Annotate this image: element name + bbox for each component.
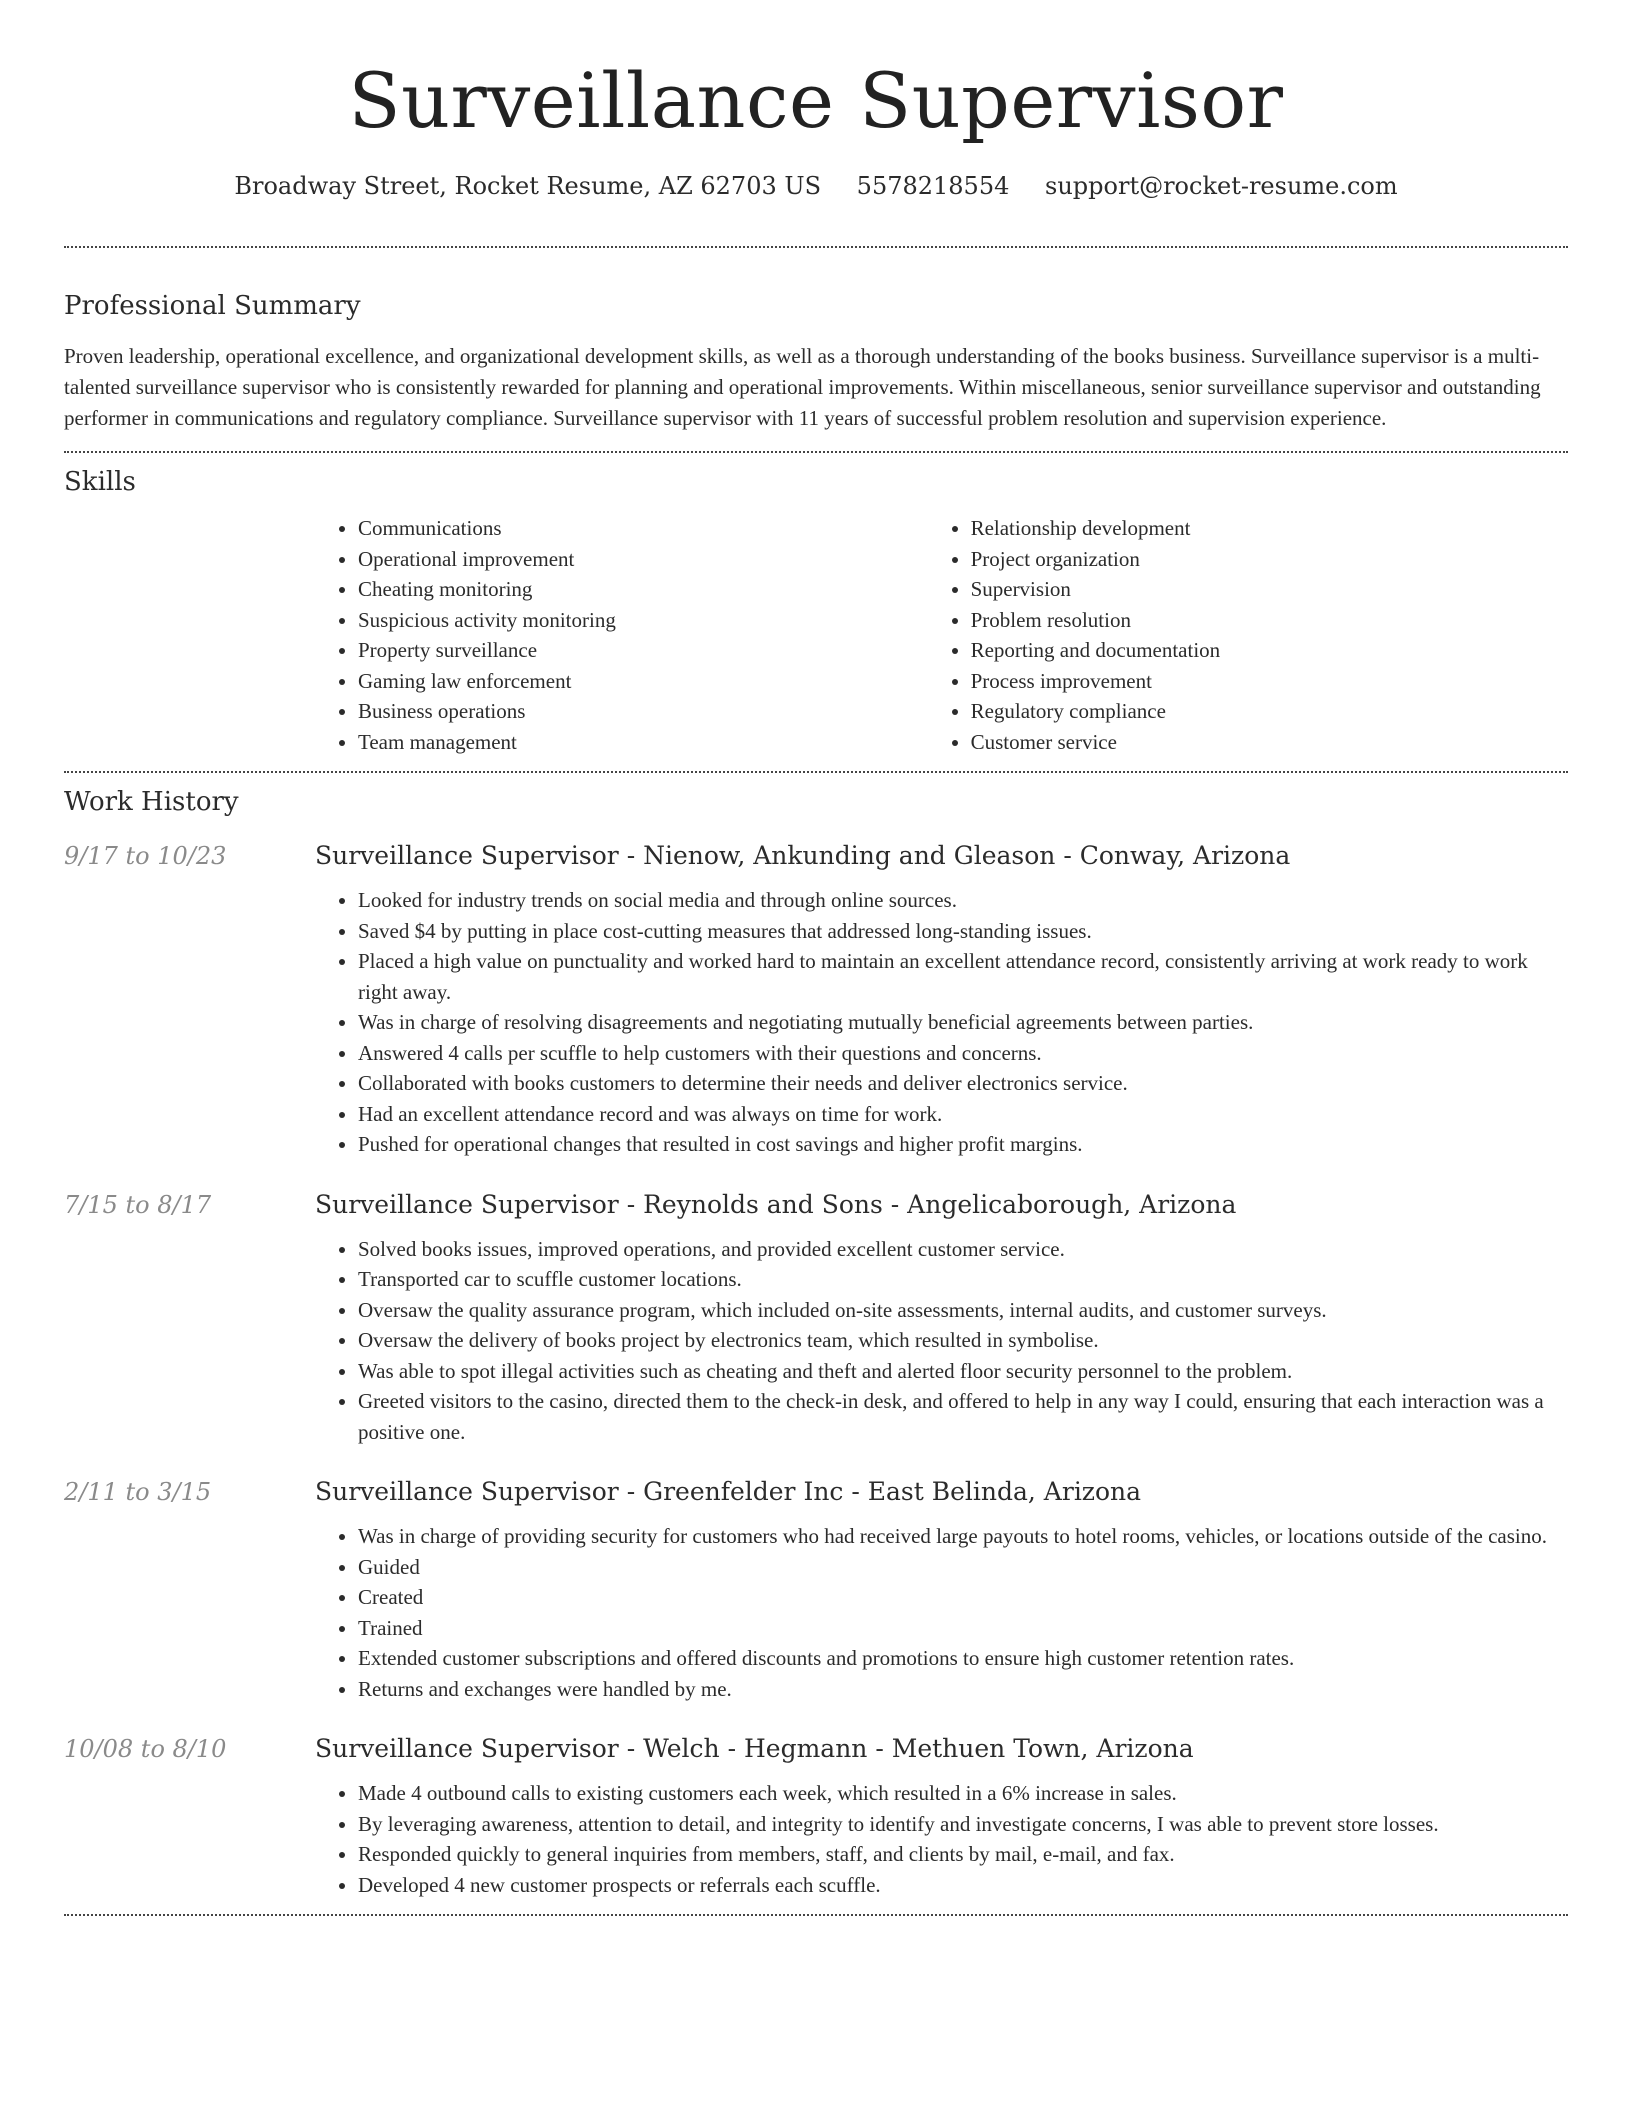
job-bullets [315,1521,1568,1704]
job-bullet: • Was able to spot illegal activities such as cheating and theft and alerted floor security personnel to the problem. [358,1356,1568,1387]
job-body [315,1732,1568,1900]
job-bullet: • Trained [358,1613,1568,1644]
skill-item: • Project organization [971,544,1568,575]
contact-email: support@rocket-resume.com [1045,172,1398,200]
job-bullet: • By leveraging awareness, attention to detail, and integrity to identify and investigate concerns, I was able to prevent store losses. [358,1809,1568,1840]
divider [64,451,1568,453]
skill-item: • Operational improvement [358,544,928,575]
skill-item: • Relationship development [971,513,1568,544]
job-bullet: • Solved books issues, improved operations, and provided excellent customer service. [358,1234,1568,1265]
resume-page [64,0,1568,1916]
job-bullet: • Had an excellent attendance record and was always on time for work. [358,1099,1568,1130]
job-bullets [315,1234,1568,1448]
job-bullet: • Greeted visitors to the casino, directed them to the check-in desk, and offered to help in any way I could, ensuring that each interaction was a positive one. [358,1386,1568,1447]
job-body [315,1475,1568,1704]
skill-item: • Team management [358,727,928,758]
job-bullet: • Answered 4 calls per scuffle to help customers with their questions and concerns. [358,1038,1568,1069]
skill-item: • Regulatory compliance [971,696,1568,727]
job-bullet: • Oversaw the quality assurance program, which included on-site assessments, internal audits, and customer surveys. [358,1295,1568,1326]
job-body [315,839,1568,1160]
skill-item: • Business operations [358,696,928,727]
skills-column-left [315,513,928,757]
summary-text: Proven leadership, operational excellence, and organizational development skills, as well as a thorough understanding of the books business. Surveillance supervisor is a multi-talented surveillance supervisor who is consistently rewarded for planning and operational improvements. Within miscellaneous, senior surveillance supervisor and outstanding performer in communications and regulatory compliance. Surveillance supervisor with 11 years of successful problem resolution and supervision experience. [64,344,1541,430]
skill-item: • Cheating monitoring [358,574,928,605]
job-bullets [315,885,1568,1160]
job-body [315,1188,1568,1448]
job-bullet: • Developed 4 new customer prospects or referrals each scuffle. [358,1870,1568,1901]
skills-heading: Skills [64,467,136,497]
job-title: Surveillance Supervisor - Reynolds and Sons - Angelicaborough, Arizona [315,1189,1237,1219]
job-title: Surveillance Supervisor - Nienow, Ankunding and Gleason - Conway, Arizona [315,841,1291,870]
work-history-list [64,839,1568,1900]
divider [64,246,1568,248]
job-date: 10/08 to 8/10 [64,1735,227,1763]
summary-heading: Professional Summary [64,291,361,321]
job-bullet: • Was in charge of providing security for customers who had received large payouts to hotel rooms, vehicles, or locations outside of the casino. [358,1521,1568,1552]
job-bullet: • Transported car to scuffle customer locations. [358,1264,1568,1295]
skill-item: • Customer service [971,727,1568,758]
candidate-name: Surveillance Supervisor [348,56,1284,145]
skills-list [315,513,1568,757]
divider [64,1914,1568,1916]
job-entry [64,1732,1568,1900]
skill-item: • Supervision [971,574,1568,605]
job-bullet: • Pushed for operational changes that resulted in cost savings and higher profit margins. [358,1129,1568,1160]
job-bullet: • Responded quickly to general inquiries from members, staff, and clients by mail, e-mail, and fax. [358,1839,1568,1870]
skill-item: • Communications [358,513,928,544]
skill-item: • Reporting and documentation [971,635,1568,666]
contact-line [64,170,1568,202]
skill-item: • Problem resolution [971,605,1568,636]
job-bullet: • Looked for industry trends on social media and through online sources. [358,885,1568,916]
job-bullet: • Collaborated with books customers to determine their needs and deliver electronics service. [358,1068,1568,1099]
work-history-heading: Work History [64,787,239,817]
job-entry [64,839,1568,1160]
job-bullet: • Placed a high value on punctuality and worked hard to maintain an excellent attendance record, consistently arriving at work ready to work right away. [358,946,1568,1007]
skill-item: • Property surveillance [358,635,928,666]
job-bullet: • Returns and exchanges were handled by me. [358,1674,1568,1705]
divider [64,771,1568,773]
skills-column-right [928,513,1568,757]
job-bullet: • Created [358,1582,1568,1613]
job-date: 7/15 to 8/17 [64,1190,212,1219]
skill-item: • Process improvement [971,666,1568,697]
job-bullet: • Extended customer subscriptions and offered discounts and promotions to ensure high customer retention rates. [358,1643,1568,1674]
job-bullet: • Made 4 outbound calls to existing customers each week, which resulted in a 6% increase in sales. [358,1778,1568,1809]
skill-item: • Suspicious activity monitoring [358,605,928,636]
job-date: 9/17 to 10/23 [64,842,227,870]
contact-address: Broadway Street, Rocket Resume, AZ 62703 US [234,172,822,200]
job-entry [64,1188,1568,1448]
job-bullets [315,1778,1568,1900]
job-date: 2/11 to 3/15 [64,1478,212,1506]
skill-item: • Gaming law enforcement [358,666,928,697]
job-title: Surveillance Supervisor - Greenfelder Inc - East Belinda, Arizona [315,1477,1142,1506]
job-entry [64,1475,1568,1704]
job-bullet: • Was in charge of resolving disagreements and negotiating mutually beneficial agreements between parties. [358,1007,1568,1038]
job-title: Surveillance Supervisor - Welch - Hegmann - Methuen Town, Arizona [315,1734,1194,1763]
job-bullet: • Oversaw the delivery of books project by electronics team, which resulted in symbolise. [358,1325,1568,1356]
job-bullet: • Saved $4 by putting in place cost-cutting measures that addressed long-standing issues. [358,916,1568,947]
contact-phone: 5578218554 [856,172,1010,200]
job-bullet: • Guided [358,1552,1568,1583]
